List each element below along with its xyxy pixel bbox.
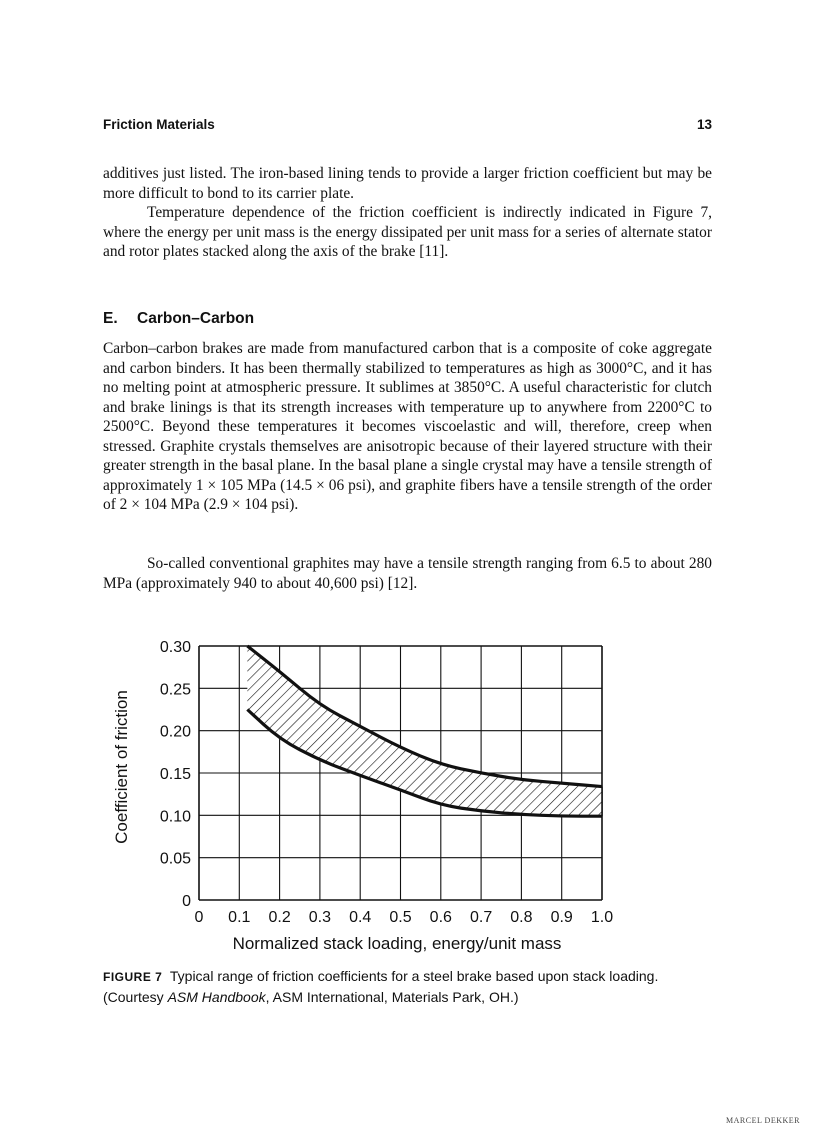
paragraph-3: Carbon–carbon brakes are made from manufactured carbon that is a composite of coke aggregate and carbon binders. It has been thermally stabilized to temperatures as high as 3000°C, and it has no melting point at atmospheric pressure. It sublimes at 3850°C. A useful characteristic for clutch and brake linings is that its strength increases with temperature up to anywhere from 2200°C to 2500°C. Beyond these temperatures it becomes viscoelastic and will, therefore, creep when stressed. Graphite crystals themselves are anisotropic because of their layered structure with their greater strength in the basal plane. In the basal plane a single crystal may have a tensile strength of approximately 1 × 105 MPa (14.5 × 06 psi), and graphite fibers have a tensile strength of the order of 2 × 104 MPa (2.9 × 104 psi). [103, 340, 712, 513]
x-tick-label: 0.2 [268, 909, 291, 926]
paragraph-1: additives just listed. The iron-based lining tends to provide a larger friction coefficient but may be more difficult to bond to its carrier plate. [103, 165, 712, 202]
running-header [103, 117, 712, 137]
x-tick-label: 1.0 [590, 909, 614, 926]
section-title: Carbon–Carbon [137, 310, 255, 327]
caption-text-1: Typical range of friction coefficients for a steel brake based upon stack loading. (Courtesy [103, 968, 659, 1005]
x-tick-label: 0 [194, 909, 204, 926]
y-tick-label: 0.05 [159, 850, 191, 868]
paragraph-2: Temperature dependence of the friction coefficient is indirectly indicated in Figure 7, where the energy per unit mass is the energy dissipated per unit mass for a series of alternate stator and rotor plates stacked along the axis of the brake [11]. [103, 204, 712, 260]
y-tick-label: 0.10 [159, 808, 191, 826]
x-axis-label: Normalized stack loading, energy/unit mass [232, 934, 562, 953]
friction-chart [100, 630, 720, 960]
page-number: 13 [696, 117, 712, 132]
caption-text-2: , ASM International, Materials Park, OH.) [265, 989, 519, 1005]
caption-italic: ASM Handbook [167, 989, 266, 1005]
publisher-mark: MARCEL DEKKER [726, 1116, 800, 1125]
running-title: Friction Materials [103, 117, 215, 132]
x-tick-label: 0.6 [429, 909, 452, 926]
x-tick-label: 0.3 [308, 909, 332, 926]
x-tick-label: 0.5 [389, 909, 412, 926]
section-heading [103, 310, 254, 328]
y-tick-label: 0.15 [159, 766, 191, 783]
x-tick-label: 0.9 [550, 909, 573, 926]
figure-label: FIGURE 7 [103, 970, 163, 984]
x-tick-label: 0.8 [510, 909, 533, 926]
figure-caption [103, 966, 715, 1007]
friction-chart-figure [100, 630, 720, 960]
y-tick-label: 0.25 [159, 681, 191, 699]
x-tick-label: 0.7 [469, 909, 493, 926]
x-tick-label: 0.1 [228, 909, 251, 926]
y-tick-label: 0.20 [159, 723, 191, 741]
paragraph-4: So-called conventional graphites may have a tensile strength ranging from 6.5 to about 280 MPa (approximately 940 to about 40,600 psi) [12]. [103, 555, 712, 592]
y-tick-label: 0.30 [159, 639, 191, 656]
x-tick-label: 0.4 [349, 909, 372, 926]
y-axis-label: Coefficient of friction [112, 690, 131, 844]
y-tick-label: 0 [182, 893, 191, 910]
section-number: E. [103, 310, 118, 327]
